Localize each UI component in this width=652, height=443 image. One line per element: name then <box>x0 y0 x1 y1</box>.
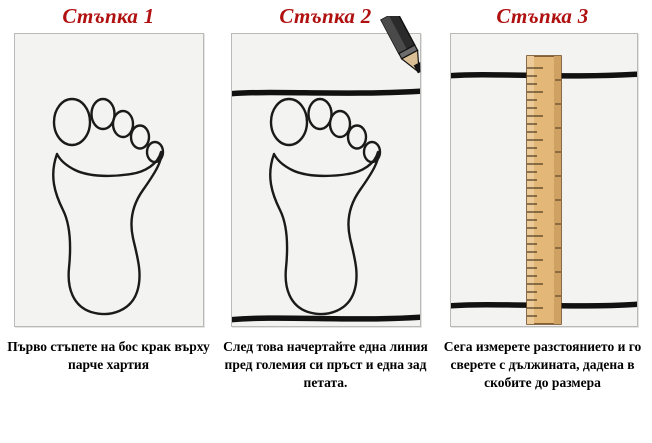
paper-sheet-1 <box>14 33 204 327</box>
step-caption-1: Първо стъпете на бос крак върху парче хартия <box>7 339 210 372</box>
step-title-2: Стъпка 2 <box>279 4 372 28</box>
paper-sheet-3 <box>450 33 638 327</box>
step-caption-3: Сега измерете разстоянието и го сверете с дължината, дадена в скобите до размера <box>443 339 642 390</box>
step-panel-2 <box>217 0 434 443</box>
step-title-1: Стъпка 1 <box>62 4 155 28</box>
ruler-icon <box>451 34 637 326</box>
step-title-3: Стъпка 3 <box>496 4 589 28</box>
step-caption-2: След това начертайте една линия пред големия си пръст и една зад петата. <box>223 339 428 390</box>
step-panel-3 <box>434 0 651 443</box>
step-panel-1 <box>0 0 217 443</box>
pencil-icon <box>357 16 429 86</box>
footprint-icon <box>15 34 203 326</box>
